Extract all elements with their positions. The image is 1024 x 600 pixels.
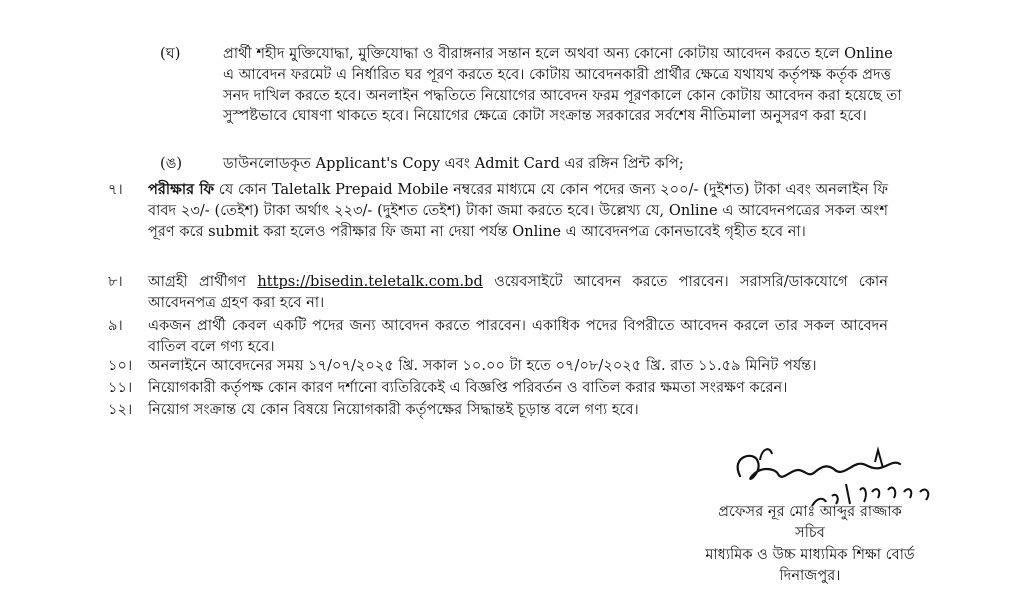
item-8-text	[148, 272, 888, 314]
board-name: মাধ্যমিক ও উচ্চ মাধ্যমিক শিক্ষা বোর্ড	[705, 546, 915, 563]
item-12-number: ১২।	[108, 401, 133, 418]
item-9-number: ৯।	[108, 317, 123, 334]
item-8-number: ৮।	[108, 273, 123, 290]
signer-title: সচিব	[795, 524, 825, 541]
item-8-pre: আগ্রহী প্রার্থীগণ	[148, 273, 258, 290]
item-7-number: ৭।	[108, 181, 123, 198]
item-7-text	[148, 180, 888, 242]
item-11-number: ১১।	[108, 379, 133, 396]
signature-block	[640, 440, 980, 600]
item-11-text: নিয়োগকারী কর্তৃপক্ষ কোন কারণ দর্শানো ব্যতিরিকেই এ বিজ্ঞপ্তি পরিবর্তন ও বাতিল করার ক্ষমতা সংরক্ষণ করেন।	[148, 379, 788, 396]
exam-fee-text: যে কোন Taletalk Prepaid Mobile নম্বরের মাধ্যমে যে কোন পদের জন্য ২০০/- (দুইশত) টাকা এবং অনলাইন ফি বাবদ ২৩/- (তেইশ) টাকা অর্থাৎ ২২৩/- (দুইশত তেইশ) টাকা জমা করতে হবে। উল্লেখ্য যে, Online এ আবেদনপত্রের সকল অংশ পূরণ করে submit করা হলেও পরীক্ষার ফি জমা না দেয়া পর্যন্ত Online এ আবেদনপত্র কোনভাবেই গৃহীত হবে না।	[148, 181, 888, 240]
handwritten-signature	[700, 440, 950, 510]
item-gha-text: প্রার্থী শহীদ মুক্তিযোদ্ধা, মুক্তিযোদ্ধা ও বীরাঙ্গনার সন্তান হলে অথবা অন্য কোনো কোটায় আবেদন করতে হলে Online এ আবেদন ফরমেট এ নির্ধারিত ঘর পূরণ করতে হবে। কোটায় আবেদনকারী প্রার্থীর ক্ষেত্রে যথাযথ কর্তৃপক্ষ কর্তৃক প্রদত্ত সনদ দাখিল করতে হবে। অনলাইন পদ্ধতিতে নিয়োগের আবেদন ফরম পূরণকালে কোন কোটায় আবেদন করা হয়েছে তা সুস্পষ্টভাবে ঘোষণা থাকতে হবে। নিয়োগের ক্ষেত্রে কোটা সংক্রান্ত সরকারের সর্বশেষ নীতিমালা অনুসরণ করা হবে।	[223, 45, 902, 125]
exam-fee-label: পরীক্ষার ফি	[148, 181, 215, 198]
apply-website-link[interactable]: https://bisedin.teletalk.com.bd	[257, 273, 483, 290]
signer-name: প্রফেসর নূর মোঃ আব্দুর রাজ্জাক	[718, 503, 902, 520]
item-gha-mark: (ঘ)	[160, 45, 181, 62]
item-10-number: ১০।	[108, 357, 133, 374]
item-9-text: একজন প্রার্থী কেবল একটি পদের জন্য আবেদন করতে পারবেন। একাধিক পদের বিপরীতে আবেদন করলে তার সকল আবেদন বাতিল বলে গণ্য হবে।	[148, 317, 888, 355]
board-city: দিনাজপুর।	[779, 567, 841, 584]
item-umo-mark: (ঙ)	[160, 155, 183, 172]
item-umo-text: ডাউনলোডকৃত Applicant's Copy এবং Admit Card এর রঙ্গিন প্রিন্ট কপি;	[223, 155, 684, 172]
item-10-text: অনলাইনে আবেদনের সময় ১৭/০৭/২০২৫ খ্রি. সকাল ১০.০০ টা হতে ০৭/০৮/২০২৫ খ্রি. রাত ১১.৫৯ মিনিট পর্যন্ত।	[148, 357, 817, 374]
item-12-text: নিয়োগ সংক্রান্ত যে কোন বিষয়ে নিয়োগকারী কর্তৃপক্ষের সিদ্ধান্তই চূড়ান্ত বলে গণ্য হবে।	[148, 401, 639, 418]
item-8-post: ওয়েবসাইটে আবেদন করতে পারবেন। সরাসরি/ডাকযোগে কোন আবেদনপত্র গ্রহণ করা হবে না।	[148, 273, 888, 311]
